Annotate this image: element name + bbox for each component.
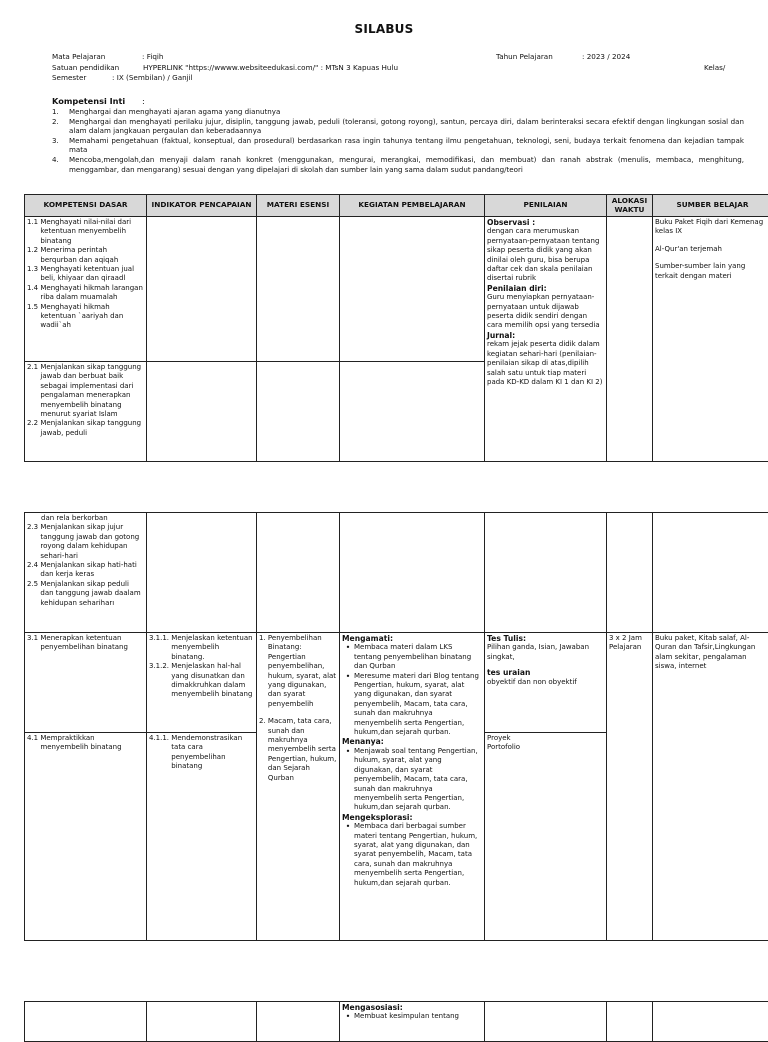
materi-cell [257, 1002, 340, 1042]
ki-heading: Kompetensi Inti [52, 96, 125, 106]
kd-item: 1.3 Menghayati ketentuan jual beli, khiyaar dan qiraadl [27, 265, 144, 284]
syllabus-table-page2 [24, 512, 768, 941]
kd-item: 1.2 Menerima perintah berqurban dan aqiqah [27, 246, 144, 265]
ki-item: 3. Memahami pengetahuan (faktual, konseptual, dan prosedural) berdasarkan rasa ingin tahunya tentang ilmu pengetahuan, teknologi, seni, budaya terkait fenomena dan kejadian tampak mata [52, 136, 744, 155]
materi-item: 1. Penyembelihan Binatang: Pengertian penyembelihan, hukum, syarat, alat yang digunakan, dan syarat penyembelih [259, 634, 337, 709]
penilaian-diri-label: Penilaian diri: [487, 284, 604, 293]
syllabus-table-page1 [24, 194, 768, 462]
tahun-value: : 2023 / 2024 [582, 52, 630, 62]
tes-tulis-text: Pilihan ganda, Isian, Jawaban singkat, [487, 643, 604, 662]
mengasosiasi-label: Mengasosiasi: [342, 1003, 482, 1012]
sumber-cell [653, 217, 768, 462]
ki-list [52, 107, 744, 174]
materi-esensi-cell [257, 633, 340, 941]
kd-item: 3.1 Menerapkan ketentuan penyembelihan binatang [27, 634, 144, 653]
ki-item: 2. Menghargai dan menghayati perilaku jujur, disiplin, tanggung jawab, peduli (toleransi, gotong royong), santun, percaya diri, dalam berinteraksi secara efektif dengan lingkungan sosial dan alam dalam jangkauan pergaulan dan keberadaannya [52, 117, 744, 136]
kd-item: 1.1 Menghayati nilai-nilai dari ketentuan menyembelih binatang [27, 218, 144, 246]
alokasi-cell [607, 1002, 653, 1042]
tahun-label: Tahun Pelajaran [496, 52, 553, 62]
kd-ki2-cell [25, 362, 147, 462]
kd-3-1-cell [25, 633, 147, 733]
penilaian-cell [485, 217, 607, 462]
kd-item: 2.1 Menjalankan sikap tanggung jawab dan berbuat baik sebagai implementasi dari pengalaman menerapkan menyembelih binatang menurut syariat Islam [27, 363, 144, 419]
kd-4-1-cell [25, 733, 147, 941]
header-kegiatan: KEGIATAN PEMBELAJARAN [340, 195, 485, 217]
header-alokasi: ALOKASI WAKTU [607, 195, 653, 217]
jurnal-text: rekam jejak peserta didik dalam kegiatan sehari-hari (penilaian-penilaian sikap di atas,dipilih salah satu untuk tiap materi pada KD-KD dalam KI 1 dan KI 2) [487, 340, 604, 387]
penilaian-4-1-cell [485, 733, 607, 941]
sumber-value: Buku paket, Kitab salaf, Al-Quran dan Tafsir,Lingkungan alam sekitar, pengalaman siswa, internet [655, 634, 768, 672]
kegiatan-bullet: • Meresume materi dari Blog tentang Pengertian, hukum, syarat, alat yang digunakan, dan syarat penyembelih, Macam, tata cara, sunah dan makruhnya menyembelih serta Pengertian, hukum,dan sejarah qurban. [342, 672, 482, 738]
ki-item: 4. Mencoba,mengolah,dan menyaji dalam ranah konkret (menggunakan, mengurai, merangkai, memodifikasi, dan membuat) dan ranah abstrak (menulis, membaca, menghitung, menggambar, dan mengarang) sesuai dengan yang dipelajari di skolah dan sumber lain yang sama dalam sudut pandang/teori [52, 155, 744, 174]
mengeksplorasi-label: Mengeksplorasi: [342, 813, 482, 822]
ki-item: 1. Menghargai dan menghayati ajaran agama yang dianutnya [52, 107, 744, 117]
mapel-label: Mata Pelajaran [52, 52, 105, 62]
penilaian-diri-text: Guru menyiapkan pernyataan-pernyataan untuk dijawab peserta didik sendiri dengan cara memilih opsi yang tersedia [487, 293, 604, 331]
kegiatan-cell [340, 217, 485, 362]
alokasi-cell [607, 217, 653, 462]
tes-uraian-text: obyektif dan non obyektif [487, 678, 604, 687]
jurnal-label: Jurnal: [487, 331, 604, 340]
materi-item: 2. Macam, tata cara, sunah dan makruhnya menyembelih serta Pengertian, hukum, dan Sejarah Qurban [259, 717, 337, 783]
satuan-value: HYPERLINK "https://wwww.websiteedukasi.com/" : MTsN 3 Kapuas Hulu [143, 63, 398, 73]
proyek-text: Proyek [487, 734, 604, 743]
kd-item: 2.5 Menjalankan sikap peduli dan tanggung jawab daalam kehidupan sehariharı [27, 580, 144, 608]
indikator-cell [147, 1002, 257, 1042]
header-indikator: INDIKATOR PENCAPAIAN [147, 195, 257, 217]
kd-ki1-cell [25, 217, 147, 362]
kegiatan-bullet: • Membuat kesimpulan tentang [342, 1012, 482, 1021]
indikator-3-1-cell [147, 633, 257, 733]
menanya-label: Menanya: [342, 737, 482, 746]
semester-value: : IX (Sembilan) / Ganjil [112, 73, 193, 83]
kd-item: 4.1 Mempraktikkan menyembelih binatang [27, 734, 144, 753]
sumber-item: Al-Qur'an terjemah [655, 245, 768, 254]
tes-tulis-label: Tes Tulis: [487, 634, 604, 643]
mengamati-label: Mengamati: [342, 634, 482, 643]
kegiatan-cell [340, 1002, 485, 1042]
kegiatan-bullet: • Membaca dari berbagai sumber materi tentang Pengertian, hukum, syarat, alat yang digunakan, dan syarat penyembelih, Macam, tata cara, sunah dan makruhnya menyembelih serta Pengertian, hukum,dan sejarah qurban. [342, 822, 482, 888]
materi-cell [257, 513, 340, 633]
header-penilaian: PENILAIAN [485, 195, 607, 217]
kd-continued-cell [25, 513, 147, 633]
syllabus-table-page3 [24, 1001, 768, 1042]
indikator-cell [147, 362, 257, 462]
observasi-text: dengan cara merumuskan pernyataan-pernyataan tentang sikap peserta didik yang akan dinilai oleh guru, bisa berupa daftar cek dan skala penilaian disertai rubrik [487, 227, 604, 283]
kegiatan-pembelajaran-cell [340, 633, 485, 941]
penilaian-3-1-cell [485, 633, 607, 733]
header-kd: KOMPETENSI DASAR [25, 195, 147, 217]
tes-uraian-label: tes uraian [487, 668, 604, 677]
satuan-label: Satuan pendidikan [52, 63, 119, 73]
penilaian-cell [485, 1002, 607, 1042]
header-materi: MATERI ESENSI [257, 195, 340, 217]
kd-item: 2.4 Menjalankan sikap hati-hati dan kerja keras [27, 561, 144, 580]
kd-continued-first: dan rela berkorban [27, 514, 144, 523]
materi-cell [257, 362, 340, 462]
header-sumber: SUMBER BELAJAR [653, 195, 768, 217]
kd-item: 2.2 Menjalankan sikap tanggung jawab, peduli [27, 419, 144, 438]
indikator-item: 3.1.2. Menjelaskan hal-hal yang disunatkan dan dimakkruhkan dalam menyembelih binatang [149, 662, 254, 700]
indikator-item: 3.1.1. Menjelaskan ketentuan menyembelih binatang. [149, 634, 254, 662]
ki-colon: : [142, 96, 145, 106]
indikator-item: 4.1.1. Mendemonstrasikan tata cara penyembelihan binatang [149, 734, 254, 772]
kegiatan-bullet: • Menjawab soal tentang Pengertian, hukum, syarat, alat yang digunakan, dan syarat penyembelih, Macam, tata cara, sunah dan makruhnya menyembelih serta Pengertian, hukum,dan sejarah qurban. [342, 747, 482, 813]
sumber-cell [653, 513, 768, 633]
portofolio-text: Portofolio [487, 743, 604, 752]
penilaian-cell [485, 513, 607, 633]
mapel-value: : Fiqih [142, 52, 163, 62]
kd-item: 1.5 Menghayati hikmah ketentuan `aariyah dan wadii`ah [27, 303, 144, 331]
kd-cell [25, 1002, 147, 1042]
sumber-belajar-cell [653, 633, 768, 941]
semester-label: Semester [52, 73, 86, 83]
sumber-cell [653, 1002, 768, 1042]
kd-item: 2.3 Menjalankan sikap jujur tanggung jawab dan gotong royong dalam kehidupan sehari-hari [27, 523, 144, 561]
sumber-item: Buku Paket Fiqih dari Kemenag kelas IX [655, 218, 768, 237]
indikator-cell [147, 217, 257, 362]
observasi-label: Observasi : [487, 218, 604, 227]
kegiatan-cell [340, 513, 485, 633]
kegiatan-bullet: • Membaca materi dalam LKS tentang penyembelihan binatang dan Qurban [342, 643, 482, 671]
indikator-cell [147, 513, 257, 633]
materi-cell [257, 217, 340, 362]
alokasi-waktu-cell [607, 633, 653, 941]
kd-item: 1.4 Menghayati hikmah larangan riba dalam muamalah [27, 284, 144, 303]
alokasi-cell [607, 513, 653, 633]
document-title: SILABUS [0, 22, 768, 36]
sumber-item: Sumber-sumber lain yang terkait dengan materi [655, 262, 768, 281]
indikator-4-1-cell [147, 733, 257, 941]
kegiatan-cell [340, 362, 485, 462]
kelas-label: Kelas/ [704, 63, 725, 73]
alokasi-value: 3 x 2 Jam Pelajaran [609, 634, 650, 653]
